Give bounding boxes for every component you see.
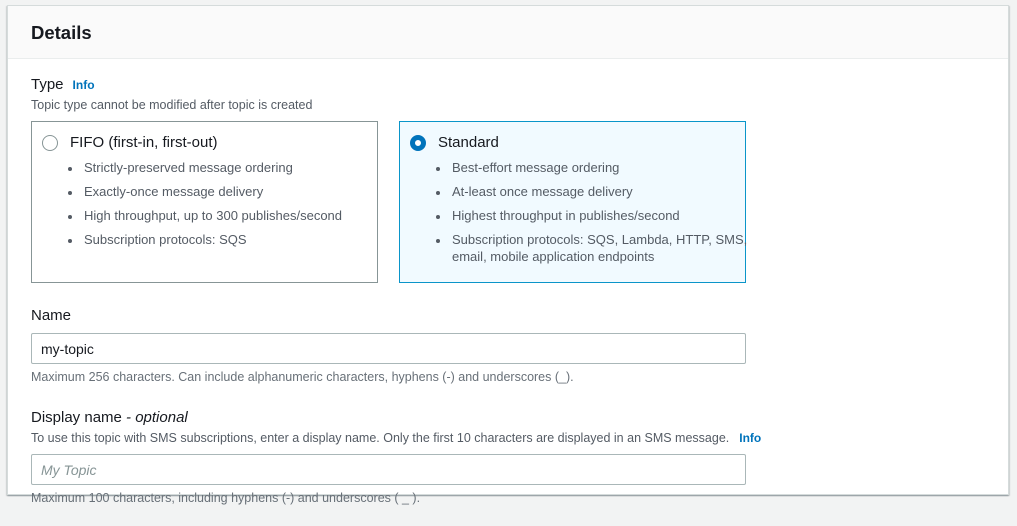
list-item: • Best-effort message ordering (450, 159, 735, 176)
name-input[interactable] (31, 333, 746, 364)
fifo-card-title: FIFO (first-in, first-out) (70, 134, 218, 151)
standard-card-title: Standard (438, 134, 499, 151)
details-body (8, 59, 1008, 526)
list-item: • At-least once message delivery (450, 183, 735, 200)
type-info-link[interactable]: Info (72, 78, 95, 92)
display-name-helper-text: Maximum 100 characters, including hyphens (-) and underscores ( _ ). (31, 491, 421, 505)
display-name-optional-text: - optional (126, 409, 188, 426)
list-item: • High throughput, up to 300 publishes/second (82, 207, 367, 224)
list-item: • Highest throughput in publishes/second (450, 207, 735, 224)
page-title: Details (31, 22, 92, 43)
list-item: • Exactly-once message delivery (82, 183, 367, 200)
display-name-input[interactable] (31, 454, 746, 485)
fifo-radio-button[interactable] (42, 135, 58, 151)
standard-radio-button[interactable] (410, 135, 426, 151)
type-choice-cards (31, 121, 985, 283)
type-description: Topic type cannot be modified after topic is created (31, 98, 313, 112)
display-name-section (31, 408, 985, 506)
fifo-bullet-list (42, 159, 367, 248)
display-name-info-link[interactable]: Info (739, 431, 762, 445)
standard-choice-card[interactable] (399, 121, 746, 283)
display-name-label-text: Display name (31, 409, 122, 426)
details-container (7, 5, 1009, 505)
standard-bullet-list (410, 159, 748, 265)
fifo-choice-card[interactable] (31, 121, 378, 283)
type-section (31, 75, 985, 283)
type-label: Type (31, 76, 64, 93)
details-header (8, 6, 1008, 59)
display-name-label (31, 408, 985, 428)
list-item: • Strictly-preserved message ordering (82, 159, 367, 176)
name-section (31, 306, 985, 385)
list-item: • Subscription protocols: SQS, Lambda, HTTP, SMS, email, mobile application endpoints (450, 231, 750, 265)
name-label: Name (31, 307, 72, 324)
display-name-description: To use this topic with SMS subscriptions, enter a display name. Only the first 10 characters are displayed in an SMS message. (31, 431, 730, 445)
name-helper-text: Maximum 256 characters. Can include alphanumeric characters, hyphens (-) and underscores (_). (31, 370, 574, 384)
list-item: • Subscription protocols: SQS (82, 231, 367, 248)
